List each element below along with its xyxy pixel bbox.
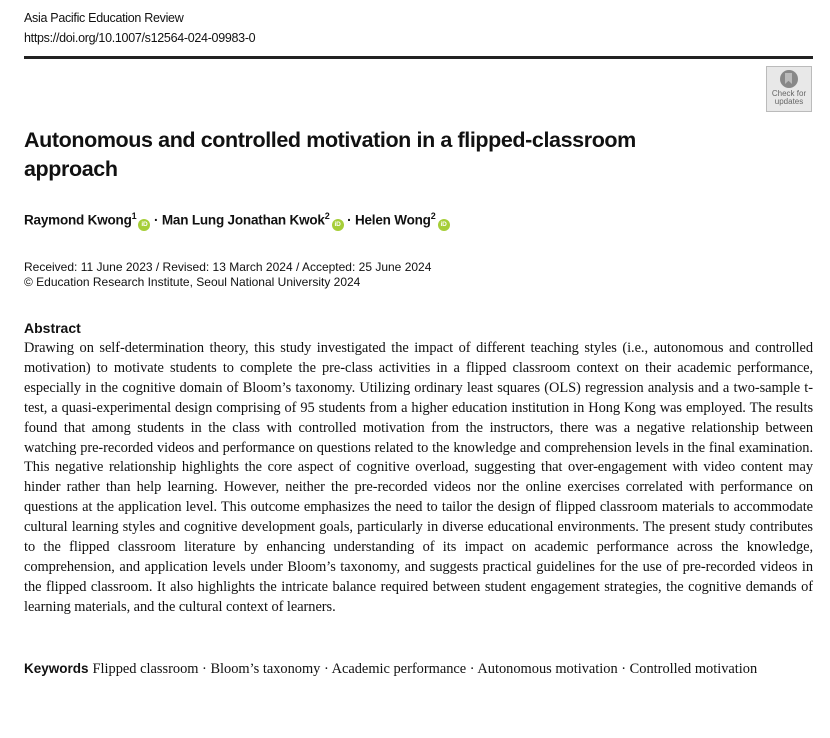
doi-link[interactable]: https://doi.org/10.1007/s12564-024-09983-0	[24, 31, 256, 45]
affiliation-mark: 2	[324, 211, 330, 221]
orcid-icon[interactable]: iD	[438, 219, 450, 231]
affiliation-mark: 2	[430, 211, 436, 221]
check-for-updates-line2: updates	[774, 97, 804, 106]
abstract-text: Drawing on self-determination theory, this study investigated the impact of different teaching styles (i.e., autonomous and controlled motivation) to motivate students to complete the pre-class activities in a flipped classroom context on their academic performance, especially in the cognitive domain of Bloom’s taxonomy. Utilizing ordinary least squares (OLS) regression analysis and a two-sample t-test, a quasi-experimental design comprising of 95 students from a higher education institution in Hong Kong was employed. The results found that among students in the class with controlled motivation from the instructors, there was a negative relationship between watching pre-recorded videos and performance on questions related to the knowledge and comprehension levels in the final examination. This negative relationship highlights the core aspect of cognitive overload, suggesting that over-engagement with video content may hinder rather than help learning. However, neither the pre-recorded videos nor the online exercises correlated with performance on questions at the application level. This outcome emphasizes the need to tailor the design of flipped classroom materials to accommodate cultural learning styles and cognitive development goals, particularly in diverse educational environments. The present study contributes to the flipped classroom literature by enhancing understanding of its impact on academic performance across the knowledge, comprehension, and application levels under Bloom’s taxonomy, and suggests practical guidelines for the use of pre-recorded videos in the flipped classroom. It also highlights the intricate balance required between student engagement strategies, the cognitive demands of learning materials, and the cultural context of learners.	[24, 340, 813, 615]
check-for-updates-line1: Check for	[771, 89, 807, 98]
journal-name: Asia Pacific Education Review	[24, 11, 184, 25]
copyright: © Education Research Institute, Seoul National University 2024	[24, 275, 361, 289]
keywords	[24, 659, 784, 679]
orcid-icon[interactable]: iD	[332, 219, 344, 231]
affiliation-mark: 1	[131, 211, 137, 221]
separator: ·	[343, 212, 355, 228]
abstract-heading: Abstract	[24, 320, 81, 336]
keywords-label: Keywords	[24, 661, 89, 676]
check-for-updates-button[interactable]	[766, 66, 812, 112]
publication-dates: Received: 11 June 2023 / Revised: 13 March 2024 / Accepted: 25 June 2024	[24, 260, 432, 274]
separator: ·	[150, 212, 162, 228]
author-list	[24, 211, 450, 231]
author-name[interactable]: Raymond Kwong	[24, 212, 132, 228]
orcid-icon[interactable]: iD	[138, 219, 150, 231]
header-divider	[24, 56, 813, 59]
author-name[interactable]: Helen Wong	[354, 212, 431, 228]
paper-title: Autonomous and controlled motivation in a flipped-classroom approach	[24, 128, 636, 181]
keywords-text: Flipped classroom · Bloom’s taxonomy · Academic performance · Autonomous motivation · Controlled motivation	[92, 661, 758, 677]
bookmark-icon	[780, 70, 798, 88]
author-name[interactable]: Man Lung Jonathan Kwok	[161, 212, 325, 228]
